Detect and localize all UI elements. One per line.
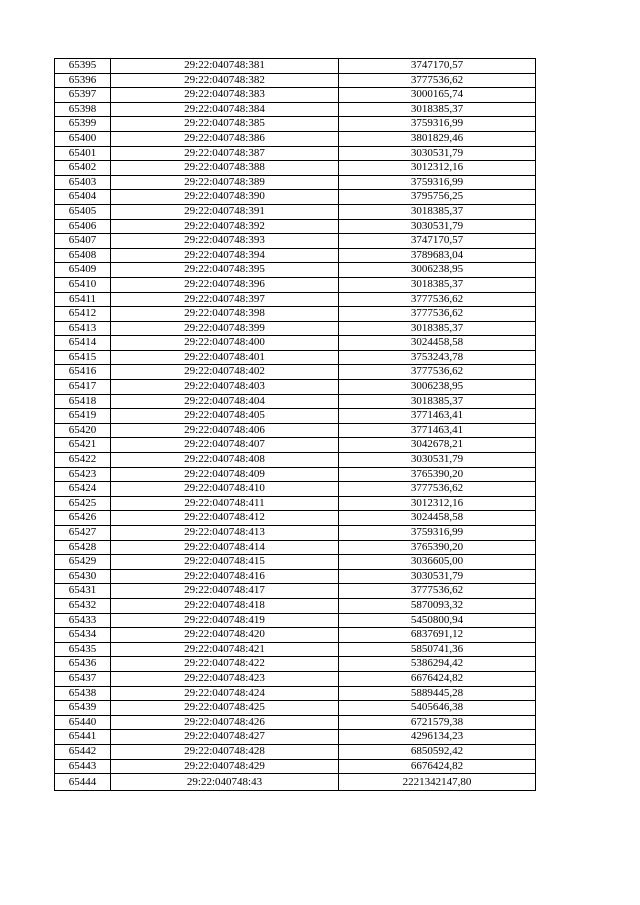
row-number-cell: 65441	[55, 730, 111, 745]
table-body	[55, 59, 536, 791]
row-number-cell: 65404	[55, 190, 111, 205]
cadastral-number-cell: 29:22:040748:410	[111, 482, 339, 497]
cadastral-number-cell: 29:22:040748:424	[111, 686, 339, 701]
cadastral-number-cell: 29:22:040748:389	[111, 175, 339, 190]
cadastral-number-cell: 29:22:040748:428	[111, 744, 339, 759]
table-row	[55, 438, 536, 453]
table-row	[55, 496, 536, 511]
document-table-container	[54, 58, 535, 791]
table-row	[55, 277, 536, 292]
row-number-cell: 65434	[55, 628, 111, 643]
cadastral-number-cell: 29:22:040748:393	[111, 234, 339, 249]
table-row	[55, 511, 536, 526]
cadastral-number-cell: 29:22:040748:384	[111, 102, 339, 117]
cadastral-number-cell: 29:22:040748:403	[111, 380, 339, 395]
value-cell: 5405646,38	[339, 701, 536, 716]
table-row	[55, 671, 536, 686]
cadastral-number-cell: 29:22:040748:419	[111, 613, 339, 628]
row-number-cell: 65431	[55, 584, 111, 599]
value-cell: 5850741,36	[339, 642, 536, 657]
value-cell: 3006238,95	[339, 380, 536, 395]
row-number-cell: 65415	[55, 350, 111, 365]
row-number-cell: 65442	[55, 744, 111, 759]
row-number-cell: 65414	[55, 336, 111, 351]
row-number-cell: 65427	[55, 526, 111, 541]
value-cell: 3036605,00	[339, 555, 536, 570]
value-cell: 3012312,16	[339, 496, 536, 511]
row-number-cell: 65410	[55, 277, 111, 292]
row-number-cell: 65419	[55, 409, 111, 424]
table-row	[55, 423, 536, 438]
value-cell: 3747170,57	[339, 234, 536, 249]
row-number-cell: 65409	[55, 263, 111, 278]
cadastral-number-cell: 29:22:040748:408	[111, 453, 339, 468]
row-number-cell: 65400	[55, 131, 111, 146]
table-row	[55, 365, 536, 380]
table-row	[55, 394, 536, 409]
table-row	[55, 234, 536, 249]
value-cell: 3030531,79	[339, 146, 536, 161]
row-number-cell: 65403	[55, 175, 111, 190]
cadastral-number-cell: 29:22:040748:421	[111, 642, 339, 657]
cadastral-number-cell: 29:22:040748:406	[111, 423, 339, 438]
row-number-cell: 65422	[55, 453, 111, 468]
row-number-cell: 65397	[55, 88, 111, 103]
table-row	[55, 715, 536, 730]
cadastral-number-cell: 29:22:040748:420	[111, 628, 339, 643]
value-cell: 3024458,58	[339, 336, 536, 351]
table-row	[55, 540, 536, 555]
cadastral-number-cell: 29:22:040748:414	[111, 540, 339, 555]
row-number-cell: 65430	[55, 569, 111, 584]
value-cell: 3801829,46	[339, 131, 536, 146]
value-cell: 6676424,82	[339, 671, 536, 686]
table-row	[55, 598, 536, 613]
value-cell: 3018385,37	[339, 102, 536, 117]
row-number-cell: 65429	[55, 555, 111, 570]
table-row	[55, 190, 536, 205]
cadastral-number-cell: 29:22:040748:402	[111, 365, 339, 380]
value-cell: 3030531,79	[339, 453, 536, 468]
value-cell: 3030531,79	[339, 219, 536, 234]
value-cell: 3777536,62	[339, 482, 536, 497]
table-row	[55, 686, 536, 701]
cadastral-number-cell: 29:22:040748:387	[111, 146, 339, 161]
table-row	[55, 88, 536, 103]
table-row	[55, 526, 536, 541]
value-cell: 3006238,95	[339, 263, 536, 278]
cadastral-number-cell: 29:22:040748:399	[111, 321, 339, 336]
value-cell: 3759316,99	[339, 175, 536, 190]
row-number-cell: 65405	[55, 204, 111, 219]
table-row	[55, 263, 536, 278]
cadastral-number-cell: 29:22:040748:426	[111, 715, 339, 730]
cadastral-number-cell: 29:22:040748:385	[111, 117, 339, 132]
table-row	[55, 131, 536, 146]
row-number-cell: 65421	[55, 438, 111, 453]
cadastral-number-cell: 29:22:040748:401	[111, 350, 339, 365]
table-row	[55, 642, 536, 657]
table-row	[55, 146, 536, 161]
cadastral-number-cell: 29:22:040748:416	[111, 569, 339, 584]
table-row	[55, 102, 536, 117]
table-row	[55, 321, 536, 336]
table-row	[55, 584, 536, 599]
cadastral-number-cell: 29:22:040748:395	[111, 263, 339, 278]
table-row	[55, 613, 536, 628]
value-cell: 3012312,16	[339, 161, 536, 176]
cadastral-number-cell: 29:22:040748:422	[111, 657, 339, 672]
table-row	[55, 759, 536, 774]
value-cell: 6837691,12	[339, 628, 536, 643]
row-number-cell: 65428	[55, 540, 111, 555]
row-number-cell: 65424	[55, 482, 111, 497]
row-number-cell: 65395	[55, 59, 111, 74]
table-row	[55, 336, 536, 351]
row-number-cell: 65399	[55, 117, 111, 132]
table-row	[55, 161, 536, 176]
table-row	[55, 117, 536, 132]
row-number-cell: 65412	[55, 307, 111, 322]
cadastral-number-cell: 29:22:040748:381	[111, 59, 339, 74]
cadastral-number-cell: 29:22:040748:407	[111, 438, 339, 453]
value-cell: 3024458,58	[339, 511, 536, 526]
value-cell: 3765390,20	[339, 467, 536, 482]
row-number-cell: 65423	[55, 467, 111, 482]
row-number-cell: 65420	[55, 423, 111, 438]
value-cell: 3777536,62	[339, 307, 536, 322]
table-row	[55, 701, 536, 716]
value-cell: 3018385,37	[339, 277, 536, 292]
cadastral-value-table	[54, 58, 536, 791]
table-row	[55, 453, 536, 468]
table-row	[55, 467, 536, 482]
cadastral-number-cell: 29:22:040748:417	[111, 584, 339, 599]
row-number-cell: 65406	[55, 219, 111, 234]
table-row	[55, 175, 536, 190]
row-number-cell: 65426	[55, 511, 111, 526]
table-row	[55, 59, 536, 74]
cadastral-number-cell: 29:22:040748:390	[111, 190, 339, 205]
cadastral-number-cell: 29:22:040748:409	[111, 467, 339, 482]
value-cell: 3747170,57	[339, 59, 536, 74]
cadastral-number-cell: 29:22:040748:392	[111, 219, 339, 234]
cadastral-number-cell: 29:22:040748:427	[111, 730, 339, 745]
row-number-cell: 65402	[55, 161, 111, 176]
value-cell: 3018385,37	[339, 204, 536, 219]
row-number-cell: 65435	[55, 642, 111, 657]
table-row	[55, 555, 536, 570]
row-number-cell: 65413	[55, 321, 111, 336]
cadastral-number-cell: 29:22:040748:391	[111, 204, 339, 219]
cadastral-number-cell: 29:22:040748:394	[111, 248, 339, 263]
table-row	[55, 292, 536, 307]
row-number-cell: 65440	[55, 715, 111, 730]
cadastral-number-cell: 29:22:040748:383	[111, 88, 339, 103]
value-cell: 2221342147,80	[339, 774, 536, 791]
value-cell: 5450800,94	[339, 613, 536, 628]
value-cell: 3777536,62	[339, 584, 536, 599]
row-number-cell: 65396	[55, 73, 111, 88]
cadastral-number-cell: 29:22:040748:425	[111, 701, 339, 716]
value-cell: 3777536,62	[339, 365, 536, 380]
cadastral-number-cell: 29:22:040748:412	[111, 511, 339, 526]
table-row	[55, 307, 536, 322]
row-number-cell: 65401	[55, 146, 111, 161]
value-cell: 3759316,99	[339, 526, 536, 541]
value-cell: 5386294,42	[339, 657, 536, 672]
value-cell: 3795756,25	[339, 190, 536, 205]
cadastral-number-cell: 29:22:040748:396	[111, 277, 339, 292]
row-number-cell: 65444	[55, 774, 111, 791]
value-cell: 6676424,82	[339, 759, 536, 774]
value-cell: 3030531,79	[339, 569, 536, 584]
value-cell: 3759316,99	[339, 117, 536, 132]
cadastral-number-cell: 29:22:040748:404	[111, 394, 339, 409]
value-cell: 3018385,37	[339, 394, 536, 409]
cadastral-number-cell: 29:22:040748:413	[111, 526, 339, 541]
table-row	[55, 628, 536, 643]
value-cell: 3753243,78	[339, 350, 536, 365]
table-row	[55, 73, 536, 88]
cadastral-number-cell: 29:22:040748:405	[111, 409, 339, 424]
table-row	[55, 248, 536, 263]
table-row	[55, 204, 536, 219]
cadastral-number-cell: 29:22:040748:411	[111, 496, 339, 511]
value-cell: 3777536,62	[339, 73, 536, 88]
cadastral-number-cell: 29:22:040748:43	[111, 774, 339, 791]
cadastral-number-cell: 29:22:040748:418	[111, 598, 339, 613]
row-number-cell: 65425	[55, 496, 111, 511]
value-cell: 3777536,62	[339, 292, 536, 307]
value-cell: 6721579,38	[339, 715, 536, 730]
value-cell: 3000165,74	[339, 88, 536, 103]
value-cell: 5889445,28	[339, 686, 536, 701]
table-row	[55, 657, 536, 672]
value-cell: 3771463,41	[339, 423, 536, 438]
table-row	[55, 409, 536, 424]
value-cell: 4296134,23	[339, 730, 536, 745]
cadastral-number-cell: 29:22:040748:423	[111, 671, 339, 686]
table-row	[55, 730, 536, 745]
value-cell: 3765390,20	[339, 540, 536, 555]
row-number-cell: 65408	[55, 248, 111, 263]
cadastral-number-cell: 29:22:040748:398	[111, 307, 339, 322]
value-cell: 3789683,04	[339, 248, 536, 263]
table-row	[55, 569, 536, 584]
row-number-cell: 65439	[55, 701, 111, 716]
value-cell: 3042678,21	[339, 438, 536, 453]
cadastral-number-cell: 29:22:040748:400	[111, 336, 339, 351]
row-number-cell: 65437	[55, 671, 111, 686]
cadastral-number-cell: 29:22:040748:386	[111, 131, 339, 146]
row-number-cell: 65411	[55, 292, 111, 307]
row-number-cell: 65436	[55, 657, 111, 672]
row-number-cell: 65438	[55, 686, 111, 701]
row-number-cell: 65432	[55, 598, 111, 613]
table-row	[55, 774, 536, 791]
value-cell: 5870093,32	[339, 598, 536, 613]
table-row	[55, 380, 536, 395]
row-number-cell: 65418	[55, 394, 111, 409]
row-number-cell: 65433	[55, 613, 111, 628]
table-row	[55, 350, 536, 365]
row-number-cell: 65407	[55, 234, 111, 249]
cadastral-number-cell: 29:22:040748:382	[111, 73, 339, 88]
row-number-cell: 65417	[55, 380, 111, 395]
table-row	[55, 482, 536, 497]
table-row	[55, 744, 536, 759]
row-number-cell: 65398	[55, 102, 111, 117]
cadastral-number-cell: 29:22:040748:397	[111, 292, 339, 307]
row-number-cell: 65443	[55, 759, 111, 774]
cadastral-number-cell: 29:22:040748:415	[111, 555, 339, 570]
value-cell: 3771463,41	[339, 409, 536, 424]
value-cell: 6850592,42	[339, 744, 536, 759]
cadastral-number-cell: 29:22:040748:429	[111, 759, 339, 774]
table-row	[55, 219, 536, 234]
value-cell: 3018385,37	[339, 321, 536, 336]
row-number-cell: 65416	[55, 365, 111, 380]
cadastral-number-cell: 29:22:040748:388	[111, 161, 339, 176]
